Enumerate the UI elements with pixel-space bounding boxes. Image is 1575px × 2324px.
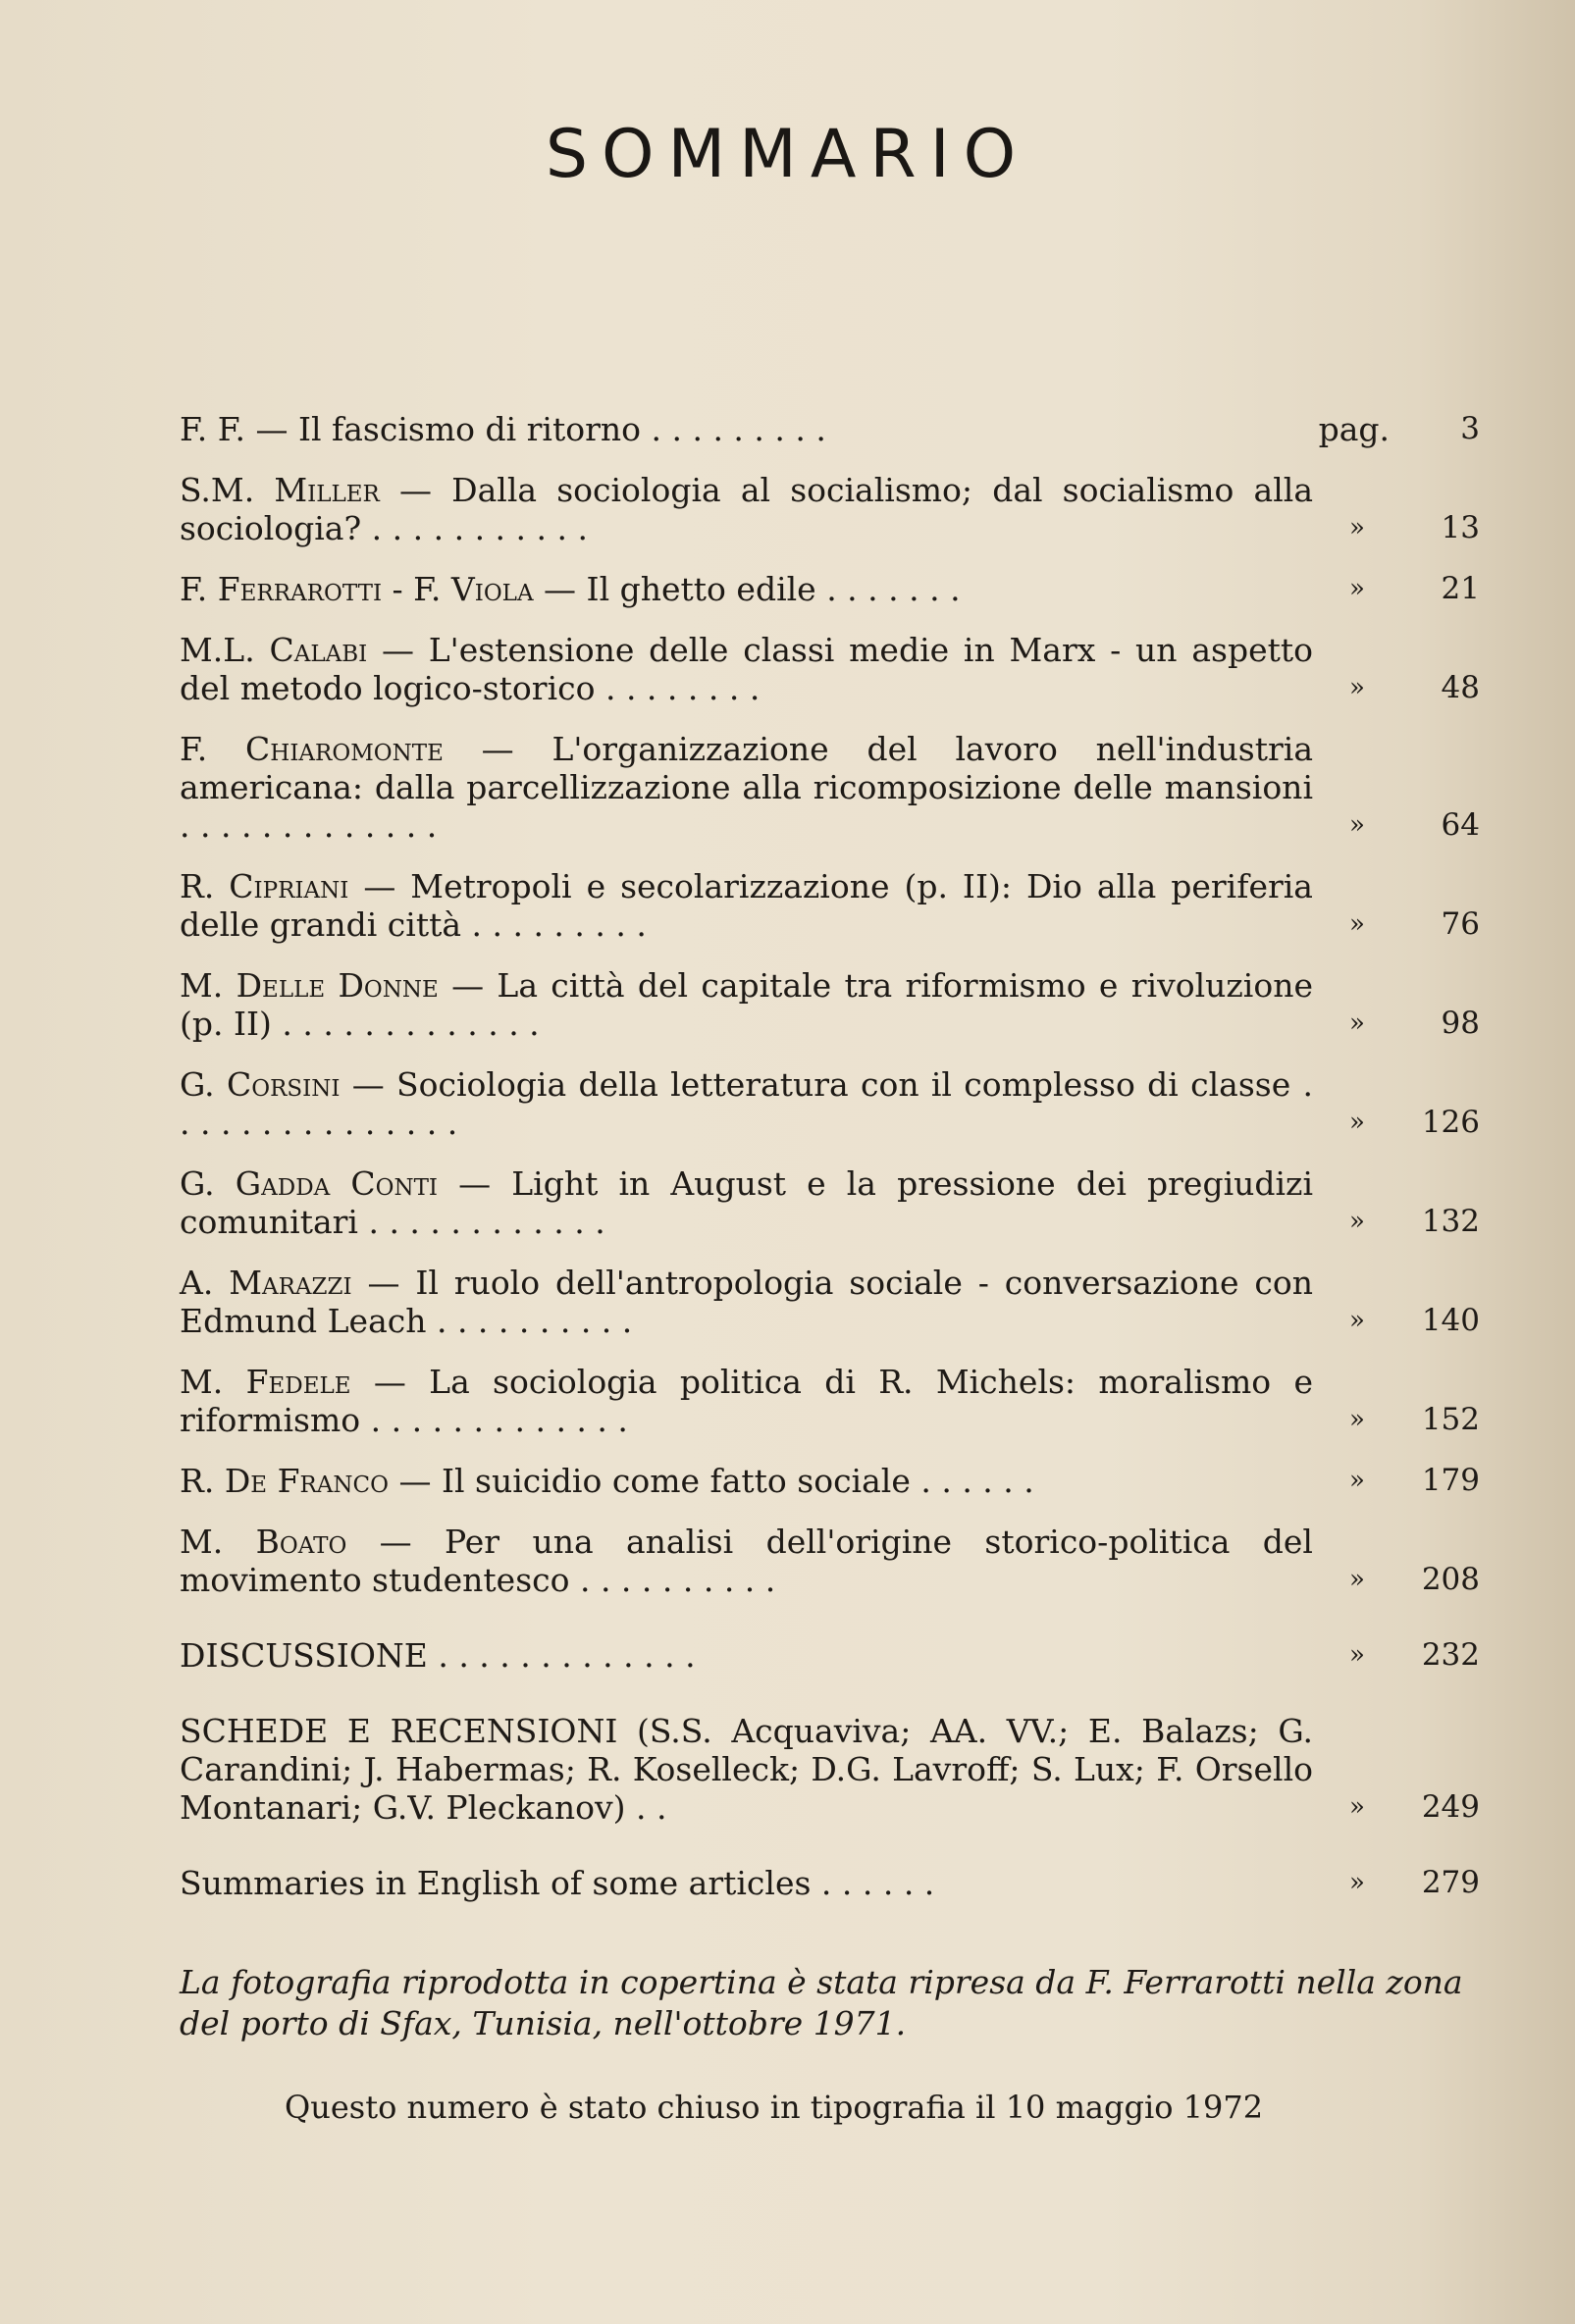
toc-entry xyxy=(180,730,1485,845)
toc-entry xyxy=(180,471,1485,547)
toc-entry xyxy=(180,1264,1485,1340)
entry-text: — Il ruolo dell'antropologia sociale - conversazione con Edmund Leach xyxy=(180,1264,1314,1340)
toc-entry xyxy=(180,1164,1485,1241)
toc-entry xyxy=(180,867,1485,944)
entry-title xyxy=(180,410,1313,448)
page-number: 152 xyxy=(1421,1402,1480,1437)
toc-entry xyxy=(180,631,1485,707)
entry-text: — Metropoli e secolarizzazione (p. II): Dio alla periferia delle grandi città xyxy=(180,867,1313,944)
entry-text: — Dalla sociologia al socialismo; dal socialismo alla sociologia? xyxy=(180,471,1314,547)
page-marker: » xyxy=(1349,1008,1365,1038)
toc-entry-summaries xyxy=(180,1864,1485,1902)
toc-entry xyxy=(180,410,1485,448)
entry-text: — Il suicidio come fatto sociale xyxy=(388,1462,911,1500)
toc-entry xyxy=(180,1363,1485,1439)
page-number: 48 xyxy=(1441,670,1480,705)
page-marker: » xyxy=(1349,673,1365,702)
page-marker: » xyxy=(1349,1565,1365,1594)
entry-title xyxy=(180,730,1313,845)
page-number: 279 xyxy=(1421,1865,1480,1900)
leader-dots: . . . . . . xyxy=(910,1462,1034,1500)
page-marker: » xyxy=(1349,1306,1365,1335)
entry-text: — La sociologia politica di R. Michels: moralismo e riformismo xyxy=(180,1363,1313,1439)
page-number: 13 xyxy=(1441,510,1480,545)
table-of-contents xyxy=(180,410,1485,1925)
entry-author: G. Gadda Conti xyxy=(180,1164,439,1203)
page-title: SOMMARIO xyxy=(545,116,1030,193)
page-marker: » xyxy=(1349,513,1365,542)
entry-title xyxy=(180,631,1313,707)
entry-title xyxy=(180,1523,1313,1599)
entry-author: A. Marazzi xyxy=(180,1264,352,1302)
leader-dots: . . . . . . . . . . . . xyxy=(357,1203,605,1241)
leader-dots: . . . . . . xyxy=(811,1864,935,1902)
entry-title xyxy=(180,867,1313,944)
entry-text: — La città del capitale tra riformismo e rivoluzione (p. II) xyxy=(180,966,1313,1043)
entry-author: G. Corsini xyxy=(180,1065,341,1104)
leader-dots: . . . . . . . xyxy=(815,570,961,608)
entry-title xyxy=(180,471,1313,547)
leader-dots: . . . . . . . . . . xyxy=(569,1561,776,1599)
page-marker: pag. xyxy=(1318,410,1390,448)
toc-entry-reviews xyxy=(180,1712,1485,1827)
page-number: 21 xyxy=(1441,571,1480,606)
page-marker: » xyxy=(1349,1868,1365,1897)
cover-photo-note: La fotografia riprodotta in copertina è stata ripresa da F. Ferrarotti nella zona del porto di Sfax, Tunisia, nell'ottobre 1971. xyxy=(180,1963,1463,2042)
entry-text: — Sociologia della letteratura con il complesso di classe xyxy=(340,1065,1291,1104)
page-marker: » xyxy=(1349,574,1365,603)
entry-text: — Per una analisi dell'origine storico-politica del movimento studentesco xyxy=(180,1523,1313,1599)
entry-text: SCHEDE E RECENSIONI (S.S. Acquaviva; AA. VV.; E. Balazs; G. Carandini; J. Habermas; R. Koselleck; D.G. Lavroff; S. Lux; F. Orsello Montanari; G.V. Pleckanov) xyxy=(180,1712,1313,1827)
page-marker: » xyxy=(1349,909,1365,939)
entry-text: — Light in August e la pressione dei pregiudizi comunitari xyxy=(180,1164,1313,1241)
entry-title xyxy=(180,570,1313,608)
page-marker: » xyxy=(1349,810,1365,840)
entry-title xyxy=(180,1462,1313,1500)
page-number: 208 xyxy=(1421,1562,1480,1597)
page-number: 76 xyxy=(1441,906,1480,942)
toc-entry xyxy=(180,1065,1485,1142)
page-marker: » xyxy=(1349,1207,1365,1236)
page-number: 126 xyxy=(1421,1105,1480,1140)
entry-title xyxy=(180,1864,1313,1902)
entry-author: F. Ferrarotti - F. Viola xyxy=(180,570,534,608)
entry-text: — L'organizzazione del lavoro nell'industria americana: dalla parcellizzazione alla ricomposizione delle mansioni xyxy=(180,730,1313,806)
leader-dots: . . . . . . . . . xyxy=(461,905,647,944)
page-marker: » xyxy=(1349,1405,1365,1434)
page-marker: » xyxy=(1349,1108,1365,1137)
page-marker: » xyxy=(1349,1640,1365,1670)
leader-dots: . . . . . . . . . . . . . xyxy=(180,806,438,845)
toc-entry xyxy=(180,570,1485,608)
entry-author: M.L. Calabi xyxy=(180,631,368,669)
page-number: 3 xyxy=(1460,411,1480,446)
leader-dots: . . . . . . . . . . xyxy=(426,1302,633,1340)
entry-text: Summaries in English of some articles xyxy=(180,1864,812,1902)
leader-dots: . . . . . . . . . . . . . xyxy=(360,1401,628,1439)
toc-entry xyxy=(180,1523,1485,1599)
leader-dots: . . . . . . . . . xyxy=(641,410,826,448)
page-marker: » xyxy=(1349,1792,1365,1822)
entry-title xyxy=(180,1065,1313,1142)
toc-entry xyxy=(180,1462,1485,1500)
entry-author: M. Fedele xyxy=(180,1363,351,1401)
leader-dots: . . xyxy=(625,1788,667,1827)
page-number: 232 xyxy=(1421,1637,1480,1673)
entry-title xyxy=(180,1164,1313,1241)
entry-title xyxy=(180,1363,1313,1439)
page-number: 64 xyxy=(1441,807,1480,843)
entry-author: R. De Franco xyxy=(180,1462,389,1500)
toc-entry-discussion xyxy=(180,1636,1485,1675)
entry-title xyxy=(180,1636,1313,1675)
entry-author: M. Delle Donne xyxy=(180,966,439,1005)
entry-text: F. F. — Il fascismo di ritorno xyxy=(180,410,642,448)
entry-author: M. Boato xyxy=(180,1523,347,1561)
leader-dots: . . . . . . . . . . . xyxy=(361,509,588,547)
entry-title xyxy=(180,966,1313,1043)
toc-entry xyxy=(180,966,1485,1043)
page-number: 179 xyxy=(1421,1463,1480,1498)
leader-dots: . . . . . . . . xyxy=(595,669,761,707)
entry-title xyxy=(180,1712,1313,1827)
leader-dots: . . . . . . . . . . . . . xyxy=(271,1005,540,1043)
entry-author: S.M. Miller xyxy=(180,471,380,509)
entry-author: F. Chiaromonte xyxy=(180,730,444,768)
entry-title xyxy=(180,1264,1313,1340)
entry-author: R. Cipriani xyxy=(180,867,349,905)
entry-text: — Il ghetto edile xyxy=(533,570,816,608)
page-number: 249 xyxy=(1421,1789,1480,1825)
leader-dots: . . . . . . . . . . . . . . . xyxy=(180,1065,1313,1142)
entry-text: — L'estensione delle classi medie in Marx - un aspetto del metodo logico-storico xyxy=(180,631,1313,707)
page-marker: » xyxy=(1349,1466,1365,1495)
entry-text: DISCUSSIONE xyxy=(180,1636,428,1675)
page-number: 132 xyxy=(1421,1204,1480,1239)
closing-note: Questo numero è stato chiuso in tipografia il 10 maggio 1972 xyxy=(285,2089,1264,2126)
page-number: 140 xyxy=(1421,1303,1480,1338)
leader-dots: . . . . . . . . . . . . . xyxy=(427,1636,696,1675)
page-number: 98 xyxy=(1441,1006,1480,1041)
